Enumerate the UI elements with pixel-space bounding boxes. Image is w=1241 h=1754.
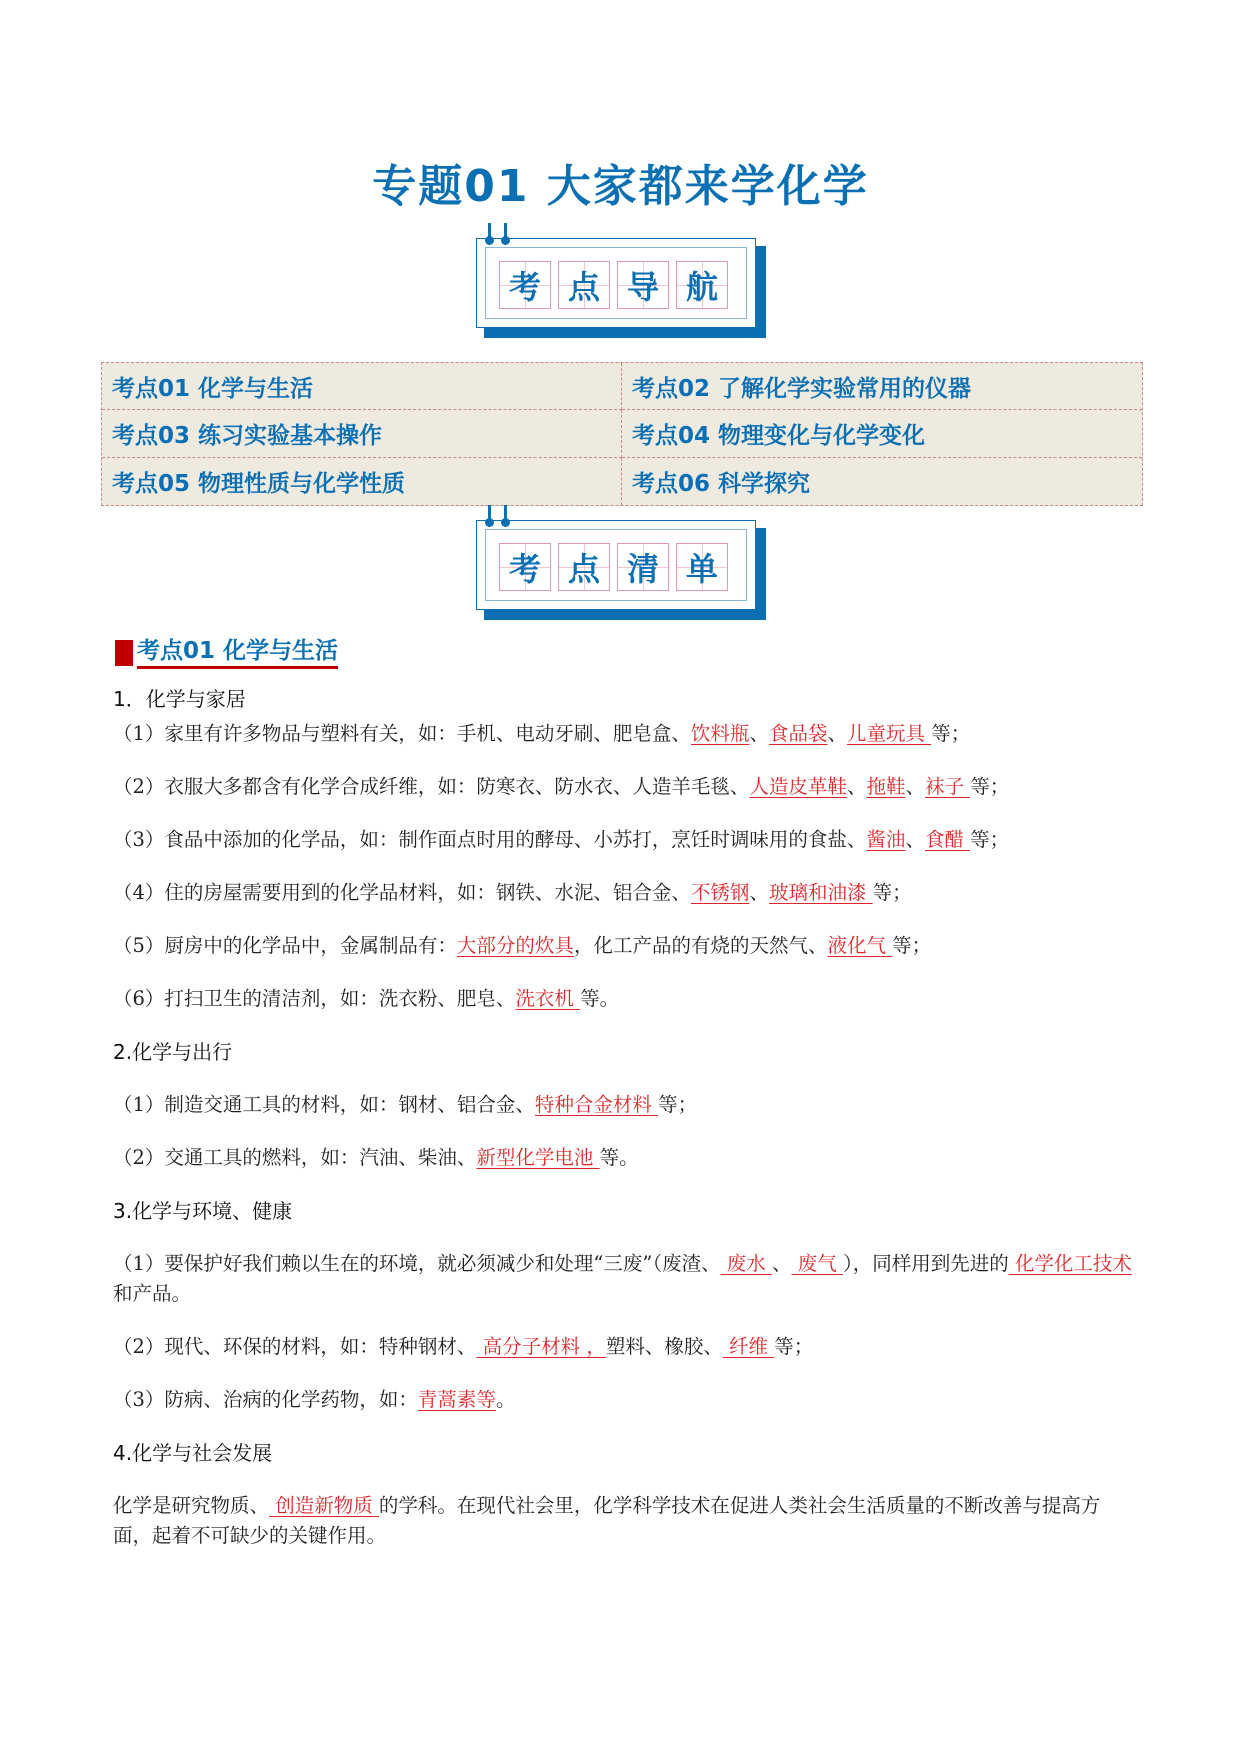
nav-item-topic-03[interactable]: 考点03 练习实验基本操作: [102, 410, 622, 457]
text: （2）现代、环保的材料，如：特种钢材、: [113, 1335, 477, 1358]
banner-char: 考: [508, 268, 541, 306]
banner-char: 单: [685, 550, 718, 588]
pin-icon: [485, 223, 494, 247]
banner-char-cell: [558, 261, 610, 309]
paragraph: [113, 1090, 1133, 1120]
paragraph: [113, 1143, 1133, 1173]
paragraph: [113, 719, 1133, 749]
text: 、: [749, 722, 769, 745]
page-title: 专题01 大家都来学化学: [372, 161, 869, 212]
banner-char-cell: [617, 543, 669, 591]
paragraph: [113, 1385, 1133, 1415]
answer-blank: 不锈钢: [690, 881, 750, 904]
answer-blank: 大部分的炊具: [456, 934, 574, 957]
subheading-society: 4.化学与社会发展: [113, 1441, 273, 1465]
answer-blank: 高分子材料 ，: [476, 1335, 606, 1358]
answer-blank: 人造皮革鞋: [749, 775, 847, 798]
banner-char: 航: [685, 268, 718, 306]
topic-nav-grid: [101, 362, 1143, 506]
subheading-environment: 3.化学与环境、健康: [113, 1199, 293, 1223]
section-heading-text: 考点01 化学与生活: [137, 637, 338, 669]
answer-blank: 特种合金材料: [534, 1093, 659, 1116]
answer-blank: 废气: [791, 1252, 843, 1275]
pin-icon: [501, 505, 510, 529]
text: 等；: [872, 881, 912, 904]
answer-blank: 废水: [720, 1252, 773, 1275]
banner-char: 导: [626, 268, 659, 306]
paragraph: [113, 1249, 1133, 1309]
banner-box: [476, 238, 756, 328]
text: 、: [846, 775, 867, 798]
text: （1）家里有许多物品与塑料有关，如：手机、电动牙刷、肥皂盒、: [113, 722, 691, 745]
text: 塑料、橡胶、: [605, 1335, 723, 1358]
text: 等。: [599, 1146, 639, 1169]
text: 等。: [580, 987, 620, 1010]
text: 、: [905, 828, 925, 851]
content-body: [113, 684, 1133, 1551]
text: （3）防病、治病的化学药物，如：: [113, 1388, 418, 1411]
text: 化学是研究物质、: [113, 1494, 270, 1517]
text: 、: [772, 1252, 792, 1275]
answer-blank: 纤维: [722, 1335, 775, 1358]
banner-nav: [476, 238, 766, 338]
paragraph: [113, 931, 1133, 961]
paragraph: [113, 878, 1133, 908]
banner-char-cell: [499, 261, 551, 309]
banner-box: [476, 520, 756, 610]
answer-blank: 青蒿素等: [417, 1388, 496, 1411]
pin-icon: [501, 223, 510, 247]
answer-blank: 酱油: [866, 828, 906, 851]
text: （2）衣服大多都含有化学合成纤维，如：防寒衣、防水衣、人造羊毛毯、: [113, 775, 750, 798]
pin-icon: [485, 505, 494, 529]
answer-blank: 创造新物质: [269, 1494, 379, 1517]
paragraph: [113, 825, 1133, 855]
section-heading: [115, 636, 338, 670]
text: （3）食品中添加的化学品，如：制作面点时用的酵母、小苏打，烹饪时调味用的食盐、: [113, 828, 867, 851]
text: （1）制造交通工具的材料，如：钢材、铝合金、: [113, 1093, 535, 1116]
text: （6）打扫卫生的清洁剂，如：洗衣粉、肥皂、: [113, 987, 516, 1010]
text: 等；: [892, 934, 932, 957]
text: 、: [827, 722, 847, 745]
answer-blank: 食醋: [924, 828, 971, 851]
paragraph: [113, 984, 1133, 1014]
subheading-home: 1．化学与家居: [113, 687, 246, 711]
text: （2）交通工具的燃料，如：汽油、柴油、: [113, 1146, 477, 1169]
paragraph: [113, 1491, 1133, 1551]
answer-blank: 饮料瓶: [690, 722, 750, 745]
nav-item-topic-01[interactable]: 考点01 化学与生活: [102, 363, 622, 410]
banner-char: 点: [567, 268, 600, 306]
answer-blank: 拖鞋: [866, 775, 906, 798]
banner-char: 清: [626, 550, 659, 588]
nav-item-topic-05[interactable]: 考点05 物理性质与化学性质: [102, 458, 622, 505]
answer-blank: 袜子: [924, 775, 971, 798]
text: 等；: [970, 828, 1010, 851]
paragraph: [113, 772, 1133, 802]
text: ，化工产品的有烧的天然气、: [573, 934, 828, 957]
banner-char-cell: [676, 261, 728, 309]
section-marker-icon: [115, 640, 133, 666]
text: ），同样用到先进的: [842, 1252, 1009, 1275]
text: （5）厨房中的化学品中，金属制品有：: [113, 934, 457, 957]
answer-blank: 玻璃和油漆: [768, 881, 873, 904]
nav-item-topic-06[interactable]: 考点06 科学探究: [632, 470, 811, 497]
banner-char-cell: [558, 543, 610, 591]
text: 和产品。: [113, 1282, 192, 1305]
text: （1）要保护好我们赖以生在的环境，就必须减少和处理“三废”（废渣、: [113, 1252, 721, 1275]
text: 、: [905, 775, 925, 798]
answer-blank: 化学化工技术: [1008, 1252, 1132, 1275]
paragraph: [113, 1332, 1133, 1362]
text: 等；: [774, 1335, 814, 1358]
text: 等；: [970, 775, 1010, 798]
subheading-travel: 2.化学与出行: [113, 1040, 233, 1064]
text: 等；: [658, 1093, 698, 1116]
banner-char: 考: [508, 550, 541, 588]
banner-char: 点: [567, 550, 600, 588]
text: 的学科。在现代社会里，化学科学技术在促进人类社会生活质量的不断改善与提高方面，起着不可缺少的关键作用。: [113, 1494, 1101, 1547]
banner-char-cell: [617, 261, 669, 309]
answer-blank: 食品袋: [768, 722, 828, 745]
text: 、: [749, 881, 769, 904]
banner-list: [476, 520, 766, 620]
answer-blank: 液化气: [827, 934, 893, 957]
text: 。: [495, 1388, 516, 1411]
nav-item-topic-02[interactable]: 考点02 了解化学实验常用的仪器: [622, 363, 1142, 410]
banner-char-cell: [499, 543, 551, 591]
answer-blank: 儿童玩具: [846, 722, 932, 745]
answer-blank: 新型化学电池: [476, 1146, 600, 1169]
banner-char-cell: [676, 543, 728, 591]
answer-blank: 洗衣机: [515, 987, 581, 1010]
text: 等；: [931, 722, 971, 745]
nav-item-topic-04[interactable]: 考点04 物理变化与化学变化: [622, 410, 1142, 457]
text: （4）住的房屋需要用到的化学品材料，如：钢铁、水泥、铝合金、: [113, 881, 691, 904]
